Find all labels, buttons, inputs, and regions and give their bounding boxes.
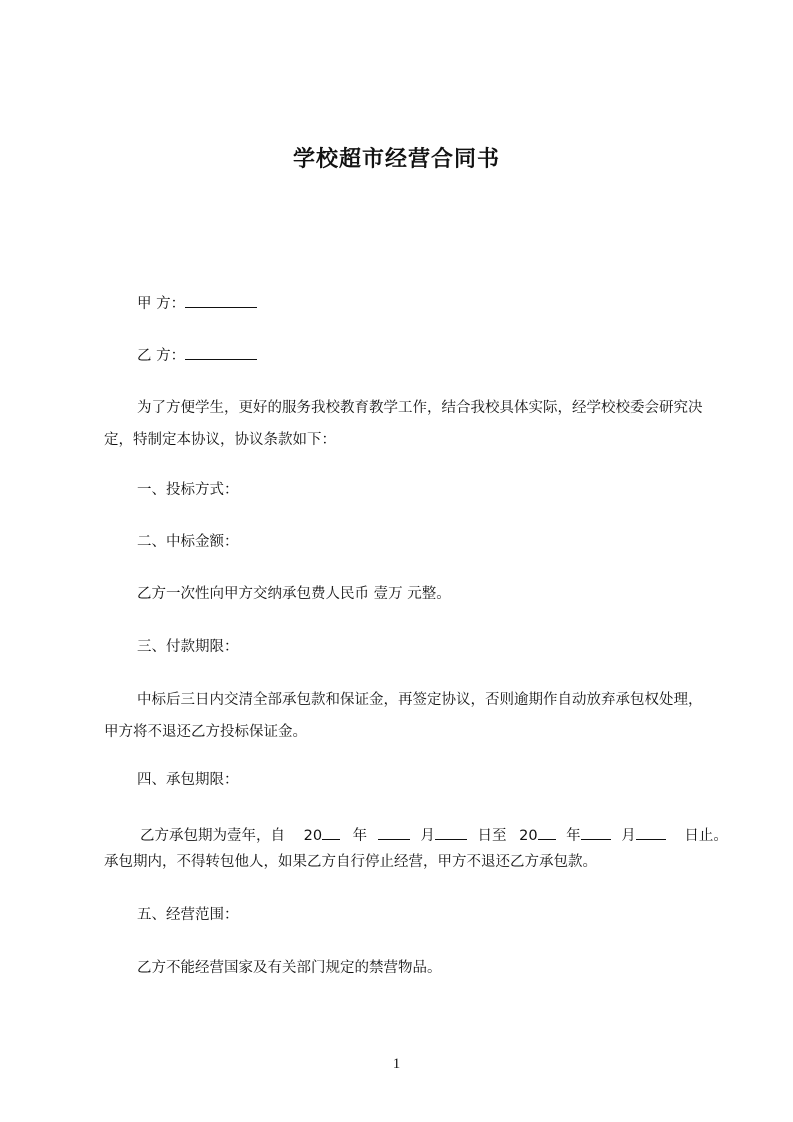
term-month-unit-2: 月 [621, 828, 636, 844]
term-day-blank-1 [435, 824, 467, 840]
term-year-prefix-1: 20 [303, 828, 323, 844]
section-4-body-2: 承包期内，不得转包他人，如果乙方自行停止经营，甲方不退还乙方承包款。 [104, 854, 597, 870]
section-3-heading: 三、付款期限： [137, 639, 239, 655]
term-day-end: 日止。 [684, 828, 728, 844]
section-1-heading: 一、投标方式： [137, 482, 239, 498]
term-year-blank-2 [538, 824, 556, 840]
party-b-line [137, 344, 257, 366]
term-month-blank-1 [378, 824, 410, 840]
term-month-blank-2 [581, 824, 611, 840]
term-day-to: 日至 [477, 828, 507, 844]
term-day-blank-2 [636, 824, 666, 840]
section-5-body: 乙方不能经营国家及有关部门规定的禁营物品。 [137, 960, 442, 976]
section-5-heading: 五、经营范围： [137, 907, 239, 923]
term-month-unit-1: 月 [420, 828, 435, 844]
section-4-heading: 四、承包期限： [137, 772, 239, 788]
term-year-unit-1: 年 [352, 828, 368, 844]
section-3-body: 中标后三日内交清全部承包款和保证金，再签定协议，否则逾期作自动放弃承包权处理，甲方将不退还乙方投标保证金。 [104, 692, 703, 740]
party-b-label: 乙 方： [137, 348, 186, 364]
party-a-blank [185, 292, 257, 308]
section-2-body: 乙方一次性向甲方交纳承包费人民币 壹万 元整。 [137, 586, 451, 602]
section-2-heading: 二、中标金额： [137, 534, 239, 550]
term-year-prefix-2: 20 [519, 828, 538, 844]
party-a-label: 甲 方： [137, 296, 186, 312]
party-a-line [137, 292, 257, 314]
intro-paragraph: 为了方便学生，更好的服务我校教育教学工作，结合我校具体实际，经学校校委会研究决定，特制定本协议，协议条款如下： [104, 400, 703, 448]
party-b-blank [185, 344, 257, 360]
term-year-unit-2: 年 [566, 828, 581, 844]
term-text-start: 乙方承包期为壹年，自 [140, 828, 285, 844]
page-number: 1 [392, 1056, 401, 1072]
section-4-term-line [140, 824, 728, 846]
term-year-blank-1 [322, 824, 340, 840]
document-title: 学校超市经营合同书 [292, 147, 500, 172]
